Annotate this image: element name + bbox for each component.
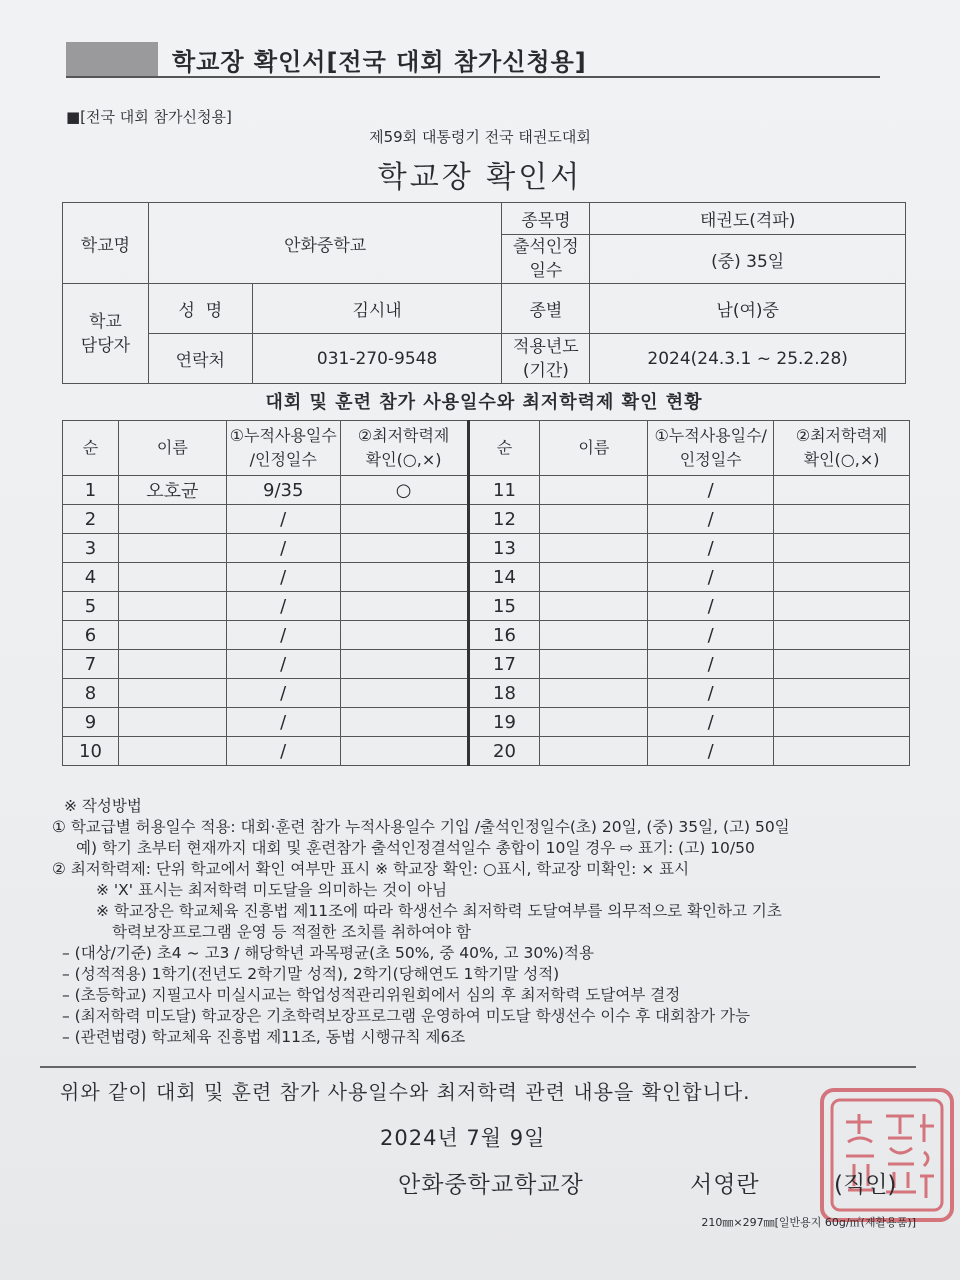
roster-section-title: 대회 및 훈련 참가 사용일수와 최저학력제 확인 현황	[265, 392, 703, 413]
table-row	[63, 505, 910, 534]
manager-label	[63, 284, 149, 384]
header-days-right-line2: 인정일수	[679, 450, 742, 469]
row-no-right: 11	[468, 476, 540, 505]
row-name-right	[540, 592, 648, 621]
row-days-right: /	[648, 563, 774, 592]
row-name-right	[540, 708, 648, 737]
row-days: /	[226, 621, 340, 650]
row-name	[118, 737, 226, 766]
row-name	[118, 534, 226, 563]
gender-value: 남(여)중	[590, 284, 906, 334]
row-days-right: /	[648, 650, 774, 679]
row-check	[340, 737, 468, 766]
row-days-right: /	[648, 592, 774, 621]
row-check-right	[774, 708, 910, 737]
row-days: 9/35	[226, 476, 340, 505]
gender-label: 종별	[502, 284, 590, 334]
row-no: 10	[63, 737, 119, 766]
year-label	[502, 334, 590, 384]
row-no-right: 20	[468, 737, 540, 766]
attendance-value: (중) 35일	[590, 235, 906, 284]
row-check	[340, 534, 468, 563]
row-name-right	[540, 679, 648, 708]
row-name	[118, 621, 226, 650]
row-no-right: 18	[468, 679, 540, 708]
form-tag: ■[전국 대회 참가신청용]	[66, 108, 232, 126]
school-name-label: 학교명	[63, 203, 149, 284]
table-row	[63, 534, 910, 563]
header-name: 이름	[118, 421, 226, 476]
row-check-right	[774, 621, 910, 650]
row-check	[340, 679, 468, 708]
row-check	[340, 505, 468, 534]
row-check-right	[774, 679, 910, 708]
row-no-right: 16	[468, 621, 540, 650]
row-name	[118, 708, 226, 737]
row-check-right	[774, 592, 910, 621]
manager-label-line1: 학교	[89, 311, 122, 332]
attendance-label-line2: 일수	[529, 261, 563, 281]
row-check-right	[774, 737, 910, 766]
table-row	[63, 476, 910, 505]
header-no-right: 순	[468, 421, 540, 476]
row-days-right: /	[648, 621, 774, 650]
row-check-right	[774, 650, 910, 679]
row-no: 3	[63, 534, 119, 563]
header-name-right: 이름	[540, 421, 648, 476]
row-name-right	[540, 563, 648, 592]
row-days-right: /	[648, 708, 774, 737]
header-check	[340, 421, 468, 476]
header-check-right-line1: ②최저학력제	[795, 426, 888, 445]
top-title: 학교장 확인서[전국 대회 참가신청용]	[172, 48, 587, 76]
principal-title: 안화중학교학교장	[398, 1172, 584, 1198]
row-name	[118, 563, 226, 592]
attendance-label-line1: 출석인정	[513, 237, 579, 257]
note-line: – (성적적용) 1학기(전년도 2학기말 성적), 2학기(당해연도 1학기말 성적)	[62, 965, 560, 983]
row-days: /	[226, 592, 340, 621]
header-check-right	[774, 421, 910, 476]
row-no: 2	[63, 505, 119, 534]
note-line: ① 학교급별 허용일수 적용: 대회·훈련 참가 누적사용일수 기입 /출석인정일수(초) 20일, (중) 35일, (고) 50일	[52, 818, 790, 836]
instructions-block	[52, 796, 932, 1048]
row-name	[118, 650, 226, 679]
contact-value: 031-270-9548	[252, 334, 502, 384]
row-days: /	[226, 708, 340, 737]
table-row	[63, 592, 910, 621]
row-check	[340, 621, 468, 650]
seal-graphic	[824, 1092, 950, 1218]
row-name-right	[540, 650, 648, 679]
row-name-right	[540, 621, 648, 650]
table-row	[63, 708, 910, 737]
row-check-right	[774, 505, 910, 534]
year-label-line1: 적용년도	[513, 336, 579, 357]
row-name: 오호균	[118, 476, 226, 505]
row-check	[340, 650, 468, 679]
roster-table	[62, 420, 910, 766]
note-line: – (관련법령) 학교체육 진흥법 제11조, 동법 시행규칙 제6조	[62, 1028, 466, 1046]
row-no: 4	[63, 563, 119, 592]
row-days-right: /	[648, 534, 774, 563]
row-name-right	[540, 534, 648, 563]
row-days: /	[226, 679, 340, 708]
row-days: /	[226, 534, 340, 563]
table-row	[63, 679, 910, 708]
header-check-line1: ②최저학력제	[357, 426, 450, 445]
row-name	[118, 592, 226, 621]
document-title: 학교장 확인서	[377, 160, 583, 195]
row-no-right: 19	[468, 708, 540, 737]
header-days-line1: ①누적사용일수	[229, 426, 337, 445]
confirmation-statement: 위와 같이 대회 및 훈련 참가 사용일수와 최저학력 관련 내용을 확인합니다.	[60, 1080, 751, 1104]
note-line: 학력보장프로그램 운영 등 적절한 조치를 취하여야 함	[112, 923, 471, 941]
row-name-right	[540, 505, 648, 534]
principal-name: 서영란	[690, 1172, 760, 1198]
seal-label: (직인)	[834, 1172, 897, 1198]
row-no-right: 14	[468, 563, 540, 592]
school-info-table	[62, 202, 906, 384]
row-days: /	[226, 563, 340, 592]
row-check-right	[774, 534, 910, 563]
note-line: 예) 학기 초부터 현재까지 대회 및 훈련참가 출석인정결석일수 총합이 10일 경우 ⇨ 표기: (고) 10/50	[76, 839, 755, 857]
row-no: 5	[63, 592, 119, 621]
title-band	[66, 42, 158, 76]
contact-label: 연락처	[148, 334, 252, 384]
event-value: 태권도(격파)	[590, 203, 906, 235]
roster-header-row	[63, 421, 910, 476]
row-days-right: /	[648, 737, 774, 766]
name-label: 성 명	[148, 284, 252, 334]
official-seal-stamp	[820, 1088, 954, 1222]
note-line: ※ 작성방법	[64, 797, 142, 815]
note-line: ※ 학교장은 학교체육 진흥법 제11조에 따라 학생선수 최저학력 도달여부를 의무적으로 확인하고 기초	[96, 902, 782, 920]
row-days: /	[226, 650, 340, 679]
row-no-right: 12	[468, 505, 540, 534]
header-days-right-line1: ①누적사용일수/	[654, 426, 767, 445]
row-name-right	[540, 476, 648, 505]
manager-label-line2: 담당자	[80, 335, 131, 356]
row-name	[118, 505, 226, 534]
note-line: – (초등학교) 지필고사 미실시교는 학업성적관리위원회에서 심의 후 최저학력 도달여부 결정	[62, 986, 681, 1004]
row-days: /	[226, 505, 340, 534]
row-days: /	[226, 737, 340, 766]
note-line: ② 최저학력제: 단위 학교에서 확인 여부만 표시 ※ 학교장 확인: ○표시, 학교장 미확인: × 표시	[52, 860, 690, 878]
row-check-right	[774, 563, 910, 592]
row-days-right: /	[648, 505, 774, 534]
header-days-line2: /인정일수	[249, 450, 317, 469]
header-check-right-line2: 확인(○,×)	[803, 450, 880, 469]
row-no-right: 15	[468, 592, 540, 621]
issue-date: 2024년 7월 9일	[380, 1126, 546, 1150]
year-label-line2: (기간)	[522, 360, 569, 381]
row-check	[340, 708, 468, 737]
row-name-right	[540, 737, 648, 766]
row-check	[340, 592, 468, 621]
header-days	[226, 421, 340, 476]
name-value: 김시내	[252, 284, 502, 334]
row-no: 7	[63, 650, 119, 679]
event-title: 제59회 대통령기 전국 태권도대회	[369, 128, 591, 146]
event-label: 종목명	[502, 203, 590, 235]
school-name-value: 안화중학교	[148, 203, 502, 284]
year-value: 2024(24.3.1 ~ 25.2.28)	[590, 334, 906, 384]
divider	[40, 1066, 916, 1068]
row-name	[118, 679, 226, 708]
paper-spec-footer: 210㎜×297㎜[일반용지 60g/㎡(재활용품)]	[701, 1216, 916, 1229]
row-no-right: 13	[468, 534, 540, 563]
table-row	[63, 650, 910, 679]
row-check-right	[774, 476, 910, 505]
row-no: 6	[63, 621, 119, 650]
attendance-label	[502, 235, 590, 284]
title-rule	[66, 76, 880, 78]
header-check-line2: 확인(○,×)	[365, 450, 442, 469]
row-check: ○	[340, 476, 468, 505]
row-no: 1	[63, 476, 119, 505]
row-no-right: 17	[468, 650, 540, 679]
header-no: 순	[63, 421, 119, 476]
table-row	[63, 737, 910, 766]
row-days-right: /	[648, 679, 774, 708]
row-check	[340, 563, 468, 592]
note-line: – (최저학력 미도달) 학교장은 기초학력보장프로그램 운영하여 미도달 학생선수 이수 후 대회참가 가능	[62, 1007, 750, 1025]
row-no: 9	[63, 708, 119, 737]
header-days-right	[648, 421, 774, 476]
note-line: – (대상/기준) 초4 ~ 고3 / 해당학년 과목평균(초 50%, 중 40%, 고 30%)적용	[62, 944, 594, 962]
table-row	[63, 563, 910, 592]
row-no: 8	[63, 679, 119, 708]
table-row	[63, 621, 910, 650]
note-line: ※ 'X' 표시는 최저학력 미도달을 의미하는 것이 아님	[96, 881, 448, 899]
row-days-right: /	[648, 476, 774, 505]
